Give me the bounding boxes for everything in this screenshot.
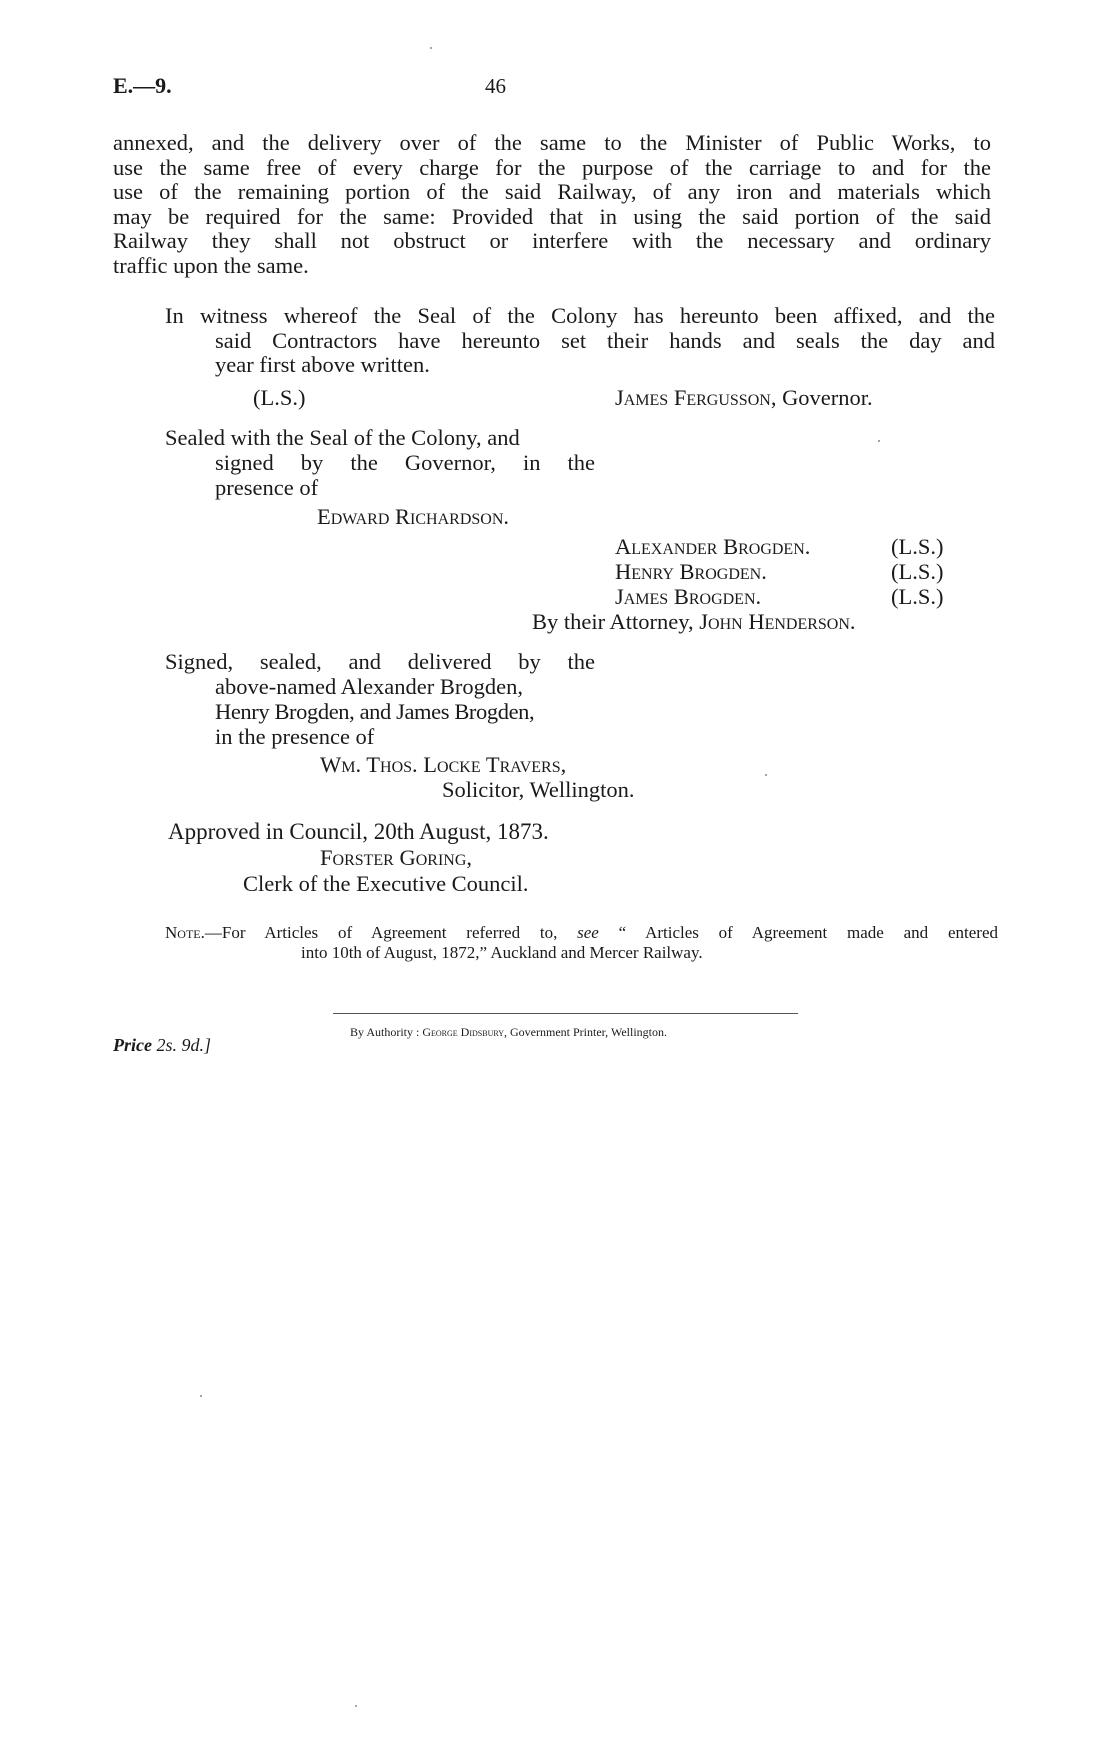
printer-name: George Didsbury <box>422 1025 505 1039</box>
governor-name: James Fergusson <box>615 385 771 410</box>
attorney-name: John Henderson. <box>699 609 856 634</box>
printer-suffix: , Government Printer, Wellington. <box>504 1025 667 1039</box>
governor-title: , Governor. <box>770 385 873 410</box>
delivery-line: Henry Brogden, and James Brogden, <box>215 699 535 724</box>
printer-prefix: By Authority : <box>350 1025 423 1039</box>
delivery-witness-name: Wm. Thos. Locke Travers, <box>320 752 567 777</box>
sealed-line: Sealed with the Seal of the Colony, and <box>165 425 520 450</box>
delivery-witness-title: Solicitor, Wellington. <box>442 777 635 802</box>
clerk-name: Forster Goring, <box>320 845 473 870</box>
paragraph-line: may be required for the same: Provided that in using the said portion of the said <box>113 203 991 229</box>
governor-seal: (L.S.) <box>253 385 306 410</box>
signatory-seal: (L.S.) <box>891 584 944 609</box>
note-text: “ Articles of Agreement made and entered <box>598 923 998 942</box>
signatory-seal: (L.S.) <box>891 559 944 584</box>
section-label: E.—9. <box>113 73 172 98</box>
paragraph-line: use of the remaining portion of the said Railway, of any iron and materials which <box>113 179 991 205</box>
signatory-seal: (L.S.) <box>891 534 944 559</box>
scan-speck <box>355 1705 357 1707</box>
witness-line: year first above written. <box>215 352 430 378</box>
note-line-2: into 10th of August, 1872,” Auckland and Mercer Railway. <box>301 943 703 962</box>
governor-signature <box>615 386 873 411</box>
price-label <box>113 1035 211 1056</box>
attorney-line <box>532 610 856 635</box>
approval-text: Approved in Council, 20th August, 1873. <box>168 819 549 844</box>
delivery-line: Signed, sealed, and delivered by the <box>165 649 595 674</box>
governor-witness-name: Edward Richardson. <box>317 504 510 529</box>
witness-line: said Contractors have hereunto set their hands and seals the day and <box>215 327 995 353</box>
scan-speck <box>200 1395 202 1397</box>
witness-line: In witness whereof the Seal of the Colony has hereunto been affixed, and the <box>165 303 995 328</box>
footer-rule <box>333 1013 798 1014</box>
sealed-line: presence of <box>215 475 319 500</box>
attorney-prefix: By their Attorney, <box>532 609 700 634</box>
sealed-line: signed by the Governor, in the <box>215 450 595 475</box>
price-word: Price <box>113 1035 152 1055</box>
paragraph-line: use the same free of every charge for the purpose of the carriage to and for the <box>113 154 991 180</box>
paragraph-line: traffic upon the same. <box>113 253 309 278</box>
note-label: Note. <box>165 923 205 942</box>
note-see: see <box>577 923 599 942</box>
paragraph-line: annexed, and the delivery over of the same to the Minister of Public Works, to <box>113 130 991 155</box>
signatory-name: Alexander Brogden. <box>615 534 811 559</box>
scan-speck <box>430 47 432 49</box>
signatory-name: Henry Brogden. <box>615 559 767 584</box>
price-value: 2s. 9d.] <box>151 1035 211 1055</box>
page-number: 46 <box>485 74 506 98</box>
paragraph-line: Railway they shall not obstruct or interfere with the necessary and ordinary <box>113 228 991 254</box>
clerk-title: Clerk of the Executive Council. <box>243 871 529 896</box>
delivery-line: above-named Alexander Brogden, <box>215 674 524 699</box>
delivery-line: in the presence of <box>215 724 375 749</box>
signatory-name: James Brogden. <box>615 584 762 609</box>
scan-speck <box>878 440 880 442</box>
scan-speck <box>765 774 767 776</box>
note-line-1 <box>165 923 998 943</box>
printer-imprint <box>350 1025 667 1040</box>
note-text: —For Articles of Agreement referred to, <box>204 923 578 942</box>
